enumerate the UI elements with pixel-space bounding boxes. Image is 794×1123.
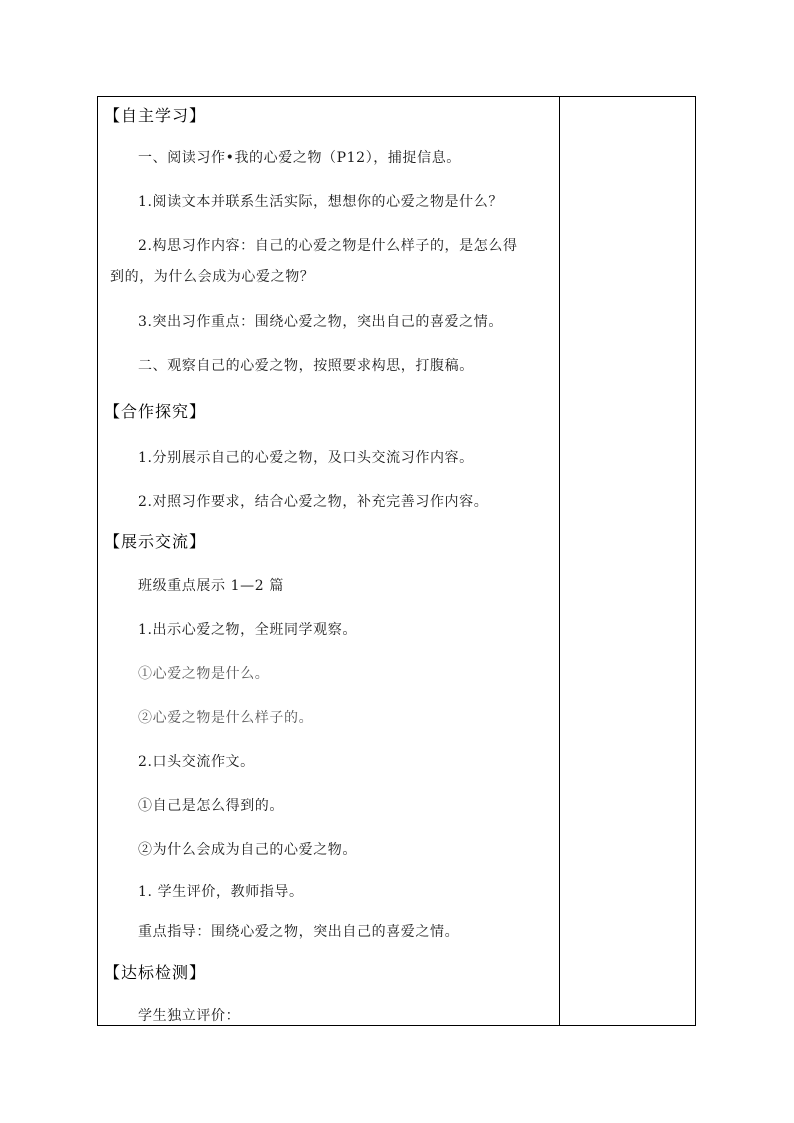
- hezuo-item-2: 2.对照习作要求，结合心爱之物，补充完善习作内容。: [138, 494, 489, 510]
- zhanshi-item-2: 2.口头交流作文。: [138, 754, 255, 770]
- zizhu-item-3-line-1: 2.构思习作内容：自己的心爱之物是什么样子的，是怎么得: [138, 238, 518, 254]
- section-heading-zizhu: 【自主学习】: [104, 106, 207, 125]
- zizhu-item-3-line-2: 到的，为什么会成为心爱之物？: [110, 269, 315, 285]
- zhanshi-sub-3: ①自己是怎么得到的。: [138, 798, 284, 814]
- section-heading-zhanshi: 【展示交流】: [104, 532, 207, 551]
- zizhu-item-4: 3.突出习作重点：围绕心爱之物，突出自己的喜爱之情。: [138, 314, 503, 330]
- zizhu-item-5: 二、观察自己的心爱之物，按照要求构思，打腹稿。: [138, 358, 474, 374]
- hezuo-item-1: 1.分别展示自己的心爱之物，及口头交流习作内容。: [138, 450, 474, 466]
- zhanshi-sub-2: ②心爱之物是什么样子的。: [138, 710, 314, 726]
- zhanshi-guide: 重点指导：围绕心爱之物，突出自己的喜爱之情。: [138, 924, 460, 940]
- zhanshi-intro: 班级重点展示 1—2 篇: [138, 578, 284, 594]
- dabiao-item-1: 学生独立评价：: [138, 1008, 241, 1024]
- zhanshi-sub-1: ①心爱之物是什么。: [138, 666, 270, 682]
- zizhu-item-2: 1.阅读文本并联系生活实际，想想你的心爱之物是什么？: [138, 194, 503, 210]
- section-heading-hezuo: 【合作探究】: [104, 402, 207, 421]
- lesson-table: [97, 96, 696, 1026]
- section-heading-dabiao: 【达标检测】: [104, 963, 207, 982]
- zhanshi-sub-4: ②为什么会成为自己的心爱之物。: [138, 842, 357, 858]
- notes-cell: [560, 97, 695, 1025]
- zizhu-item-1: 一、阅读习作•我的心爱之物（P12），捕捉信息。: [138, 150, 461, 166]
- main-content-cell: [98, 97, 559, 1025]
- zhanshi-item-3: 1. 学生评价，教师指导。: [138, 884, 304, 900]
- zhanshi-item-1: 1.出示心爱之物，全班同学观察。: [138, 622, 357, 638]
